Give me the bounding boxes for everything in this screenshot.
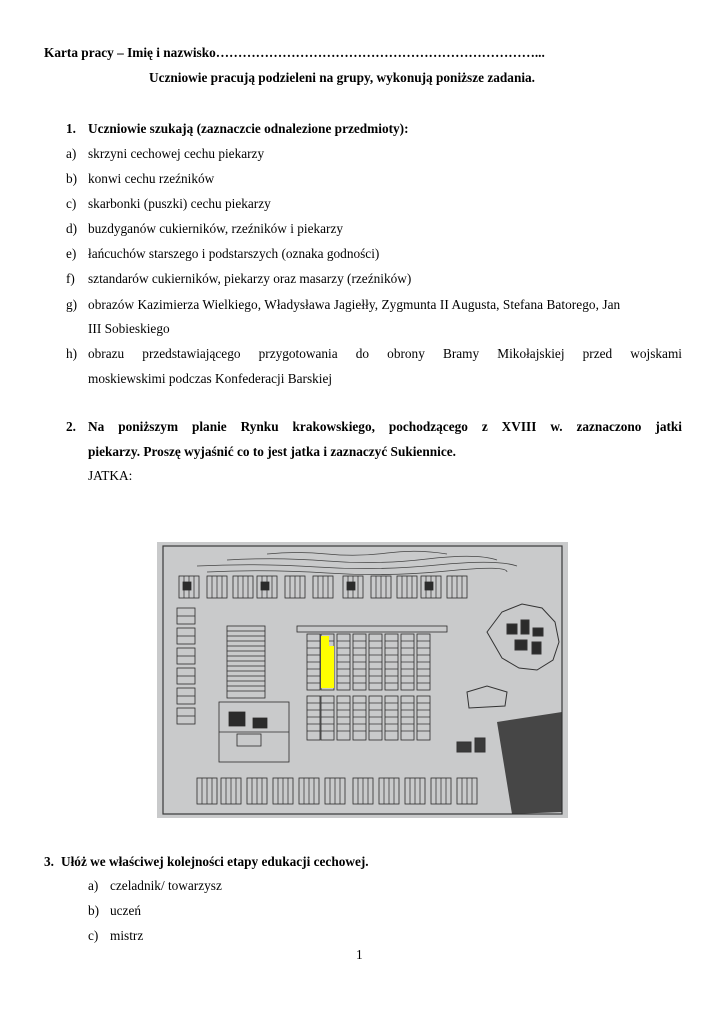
list-item-continuation: III Sobieskiego [88,321,170,336]
list-item-label: g) [66,297,78,312]
page-number: 1 [356,947,363,962]
plan-lower-left-block [219,702,289,762]
task1-number: 1. [66,121,76,136]
task1-heading: Uczniowie szukają (zaznaczcie odnalezione przedmioty): [88,121,409,136]
list-item: buzdyganów cukierników, rzeźników i piekarzy [88,221,344,236]
plan-top-buildings [179,576,467,598]
plan-bottom-right-buildings [497,712,562,814]
list-item-label: f) [66,271,75,286]
list-item: łańcuchów starszego i podstarszych (oznaka godności) [88,246,380,261]
list-item: sztandarów cukierników, piekarzy oraz masarzy (rzeźników) [88,271,412,286]
list-item: uczeń [110,903,142,918]
list-item: obrazów Kazimierza Wielkiego, Władysława Jagiełły, Zygmunta II Augusta, Stefana Batorego, Jan [88,297,621,312]
list-item-label: b) [88,903,100,918]
list-item: skarbonki (puszki) cechu piekarzy [88,196,271,211]
plan-left-buildings [177,608,265,724]
bakers-stalls-highlight [325,646,334,688]
list-item-label: h) [66,346,78,361]
task3-number: 3. [44,854,54,869]
task2-text: Na poniższym planie Rynku krakowskiego, pochodzącego z XVIII w. zaznaczono jatki [88,419,682,434]
worksheet-title: Karta pracy – Imię i nazwisko………………………………………………………………... [44,45,545,60]
list-item-label: e) [66,246,77,261]
task2-number: 2. [66,419,76,434]
list-item-label: b) [66,171,78,186]
list-item: obrazu przedstawiającego przygotowania do obrony Bramy Mikołajskiej przed wojskami [88,346,682,361]
list-item-continuation: moskiewskimi podczas Konfederacji Barskiej [88,371,333,386]
plan-market-stalls [297,626,447,740]
plan-drawing [157,542,568,818]
list-item: mistrz [110,928,144,943]
list-item: czeladnik/ towarzysz [110,878,222,893]
list-item-label: a) [66,146,77,161]
list-item: konwi cechu rzeźników [88,171,215,186]
plan-header-script [197,551,517,574]
task3-heading: Ułóż we właściwej kolejności etapy edukacji cechowej. [61,854,369,869]
list-item: skrzyni cechowej cechu piekarzy [88,146,265,161]
plan-bottom-buildings [197,778,477,804]
market-square-plan-image [157,542,568,818]
list-item-label: c) [66,196,77,211]
answer-label: JATKA: [88,468,133,483]
list-item-label: c) [88,928,99,943]
worksheet-subtitle: Uczniowie pracują podzieleni na grupy, wykonują poniższe zadania. [149,70,536,85]
task2-text-continuation: piekarzy. Proszę wyjaśnić co to jest jatka i zaznaczyć Sukiennice. [88,444,456,459]
list-item-label: d) [66,221,78,236]
list-item-label: a) [88,878,99,893]
